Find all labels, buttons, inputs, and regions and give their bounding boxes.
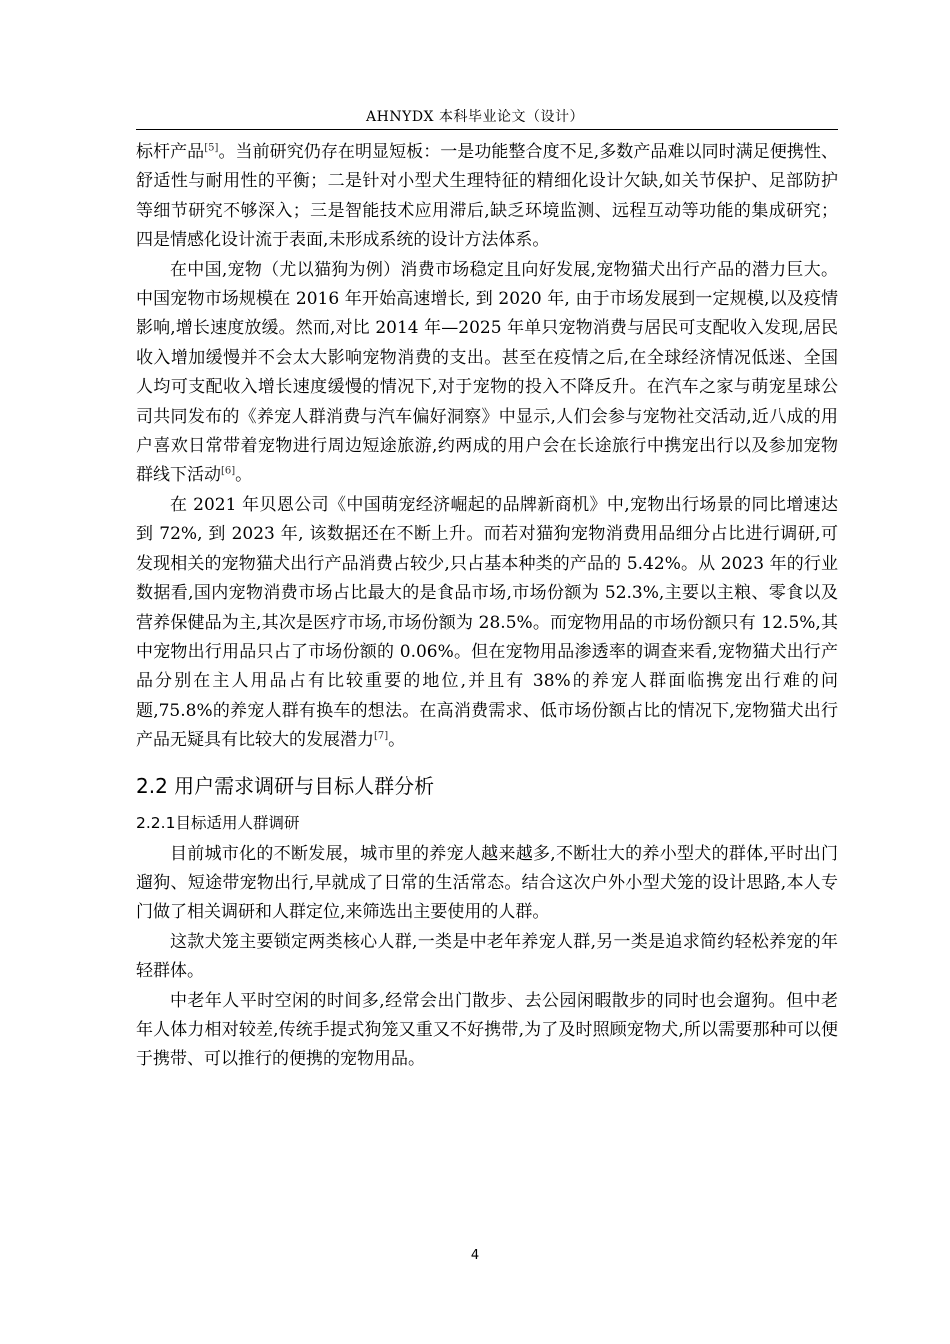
header-rule <box>136 129 838 130</box>
paragraph-1 <box>136 138 838 256</box>
paragraph-2 <box>136 256 838 491</box>
citation-5: [5] <box>204 142 219 154</box>
citation-6: [6] <box>221 465 236 477</box>
paragraph-2-text-b: 。 <box>235 465 253 486</box>
paragraph-1-text-a: 标杆产品 <box>136 142 205 162</box>
paragraph-3-text-b: 。 <box>388 730 406 751</box>
paragraph-1-text-b: 。当前研究仍存在明显短板：一是功能整合度不足,多数产品难以同时满足便携性、舒适性与耐用性的平衡；二是针对小型犬生理特征的精细化设计欠缺,如关节保护、足部防护等细节研究不够深入；三是智能技术应用滞后,缺乏环境监测、远程互动等功能的集成研究；四是情感化设计流于表面,未形成系统的设计方法体系。 <box>136 142 839 251</box>
citation-7: [7] <box>374 730 389 742</box>
section-heading: 2.2 用户需求调研与目标人群分析 <box>136 773 435 798</box>
paragraph-4: 目前城市化的不断发展，城市里的养宠人越来越多,不断壮大的养小型犬的群体,平时出门遛狗、短途带宠物出行,早就成了日常的生活常态。结合这次户外小型犬笼的设计思路,本人专门做了相关调研和人群定位,来筛选出主要使用的人群。 <box>136 843 838 923</box>
paragraph-6: 中老年人平时空闲的时间多,经常会出门散步、去公园闲暇散步的同时也会遛狗。但中老年人体力相对较差,传统手提式狗笼又重又不好携带,为了及时照顾宠物犬,所以需要那种可以便于携带、可以推行的便携的宠物用品。 <box>136 990 838 1070</box>
page-number: 4 <box>470 1248 480 1263</box>
paragraph-5: 这款犬笼主要锁定两类核心人群,一类是中老年养宠人群,另一类是追求简约轻松养宠的年轻群体。 <box>136 931 838 982</box>
paragraph-3-text-a: 在 2021 年贝恩公司《中国萌宠经济崛起的品牌新商机》中,宠物出行场景的同比增速达到 72%, 到 2023 年, 该数据还在不断上升。而若对猫狗宠物消费用品细分占比进行调研,可发现相关的宠物猫犬出行产品消费占较少,只占基本种类的产品的 5.42%。从 2023 年的行业数据看,国内宠物消费市场占比最大的是食品市场,市场份额为 52.3%,主要以主粮、零食以及营养保健品为主,其次是医疗市场,市场份额为 28.5%。而宠物用品的市场份额只有 12.5%,其中宠物出行用品只占了市场份额的 0.06%。但在宠物用品渗透率的调查来看,宠物猫犬出行产品分别在主人用品占有比较重要的地位,并且有 38%的养宠人群面临携宠出行难的问题,75.8%的养宠人群有换车的想法。在高消费需求、低市场份额占比的情况下,宠物猫犬出行产品无疑具有比较大的发展潜力 <box>136 494 838 751</box>
paragraph-2-text-a: 在中国,宠物（尤以猫狗为例）消费市场稳定且向好发展,宠物猫犬出行产品的潜力巨大。中国宠物市场规模在 2016 年开始高速增长, 到 2020 年, 由于市场发展到一定规模,以及疫情影响,增长速度放缓。然而,对比 2014 年—2025 年单只宠物消费与居民可支配收入发现,居民收入增加缓慢并不会太大影响宠物消费的支出。甚至在疫情之后,在全球经济情况低迷、全国人均可支配收入增长速度缓慢的情况下,对于宠物的投入不降反升。在汽车之家与萌宠星球公司共同发布的《养宠人群消费与汽车偏好洞察》中显示,人们会参与宠物社交活动,近八成的用户喜欢日常带着宠物进行周边短途旅游,约两成的用户会在长途旅行中携宠出行以及参加宠物群线下活动 <box>136 259 838 486</box>
subsection-heading: 2.2.1目标适用人群调研 <box>136 813 300 832</box>
running-header: AHNYDX 本科毕业论文（设计） <box>366 109 584 125</box>
paragraph-3 <box>136 491 838 756</box>
page-body <box>136 138 838 1075</box>
